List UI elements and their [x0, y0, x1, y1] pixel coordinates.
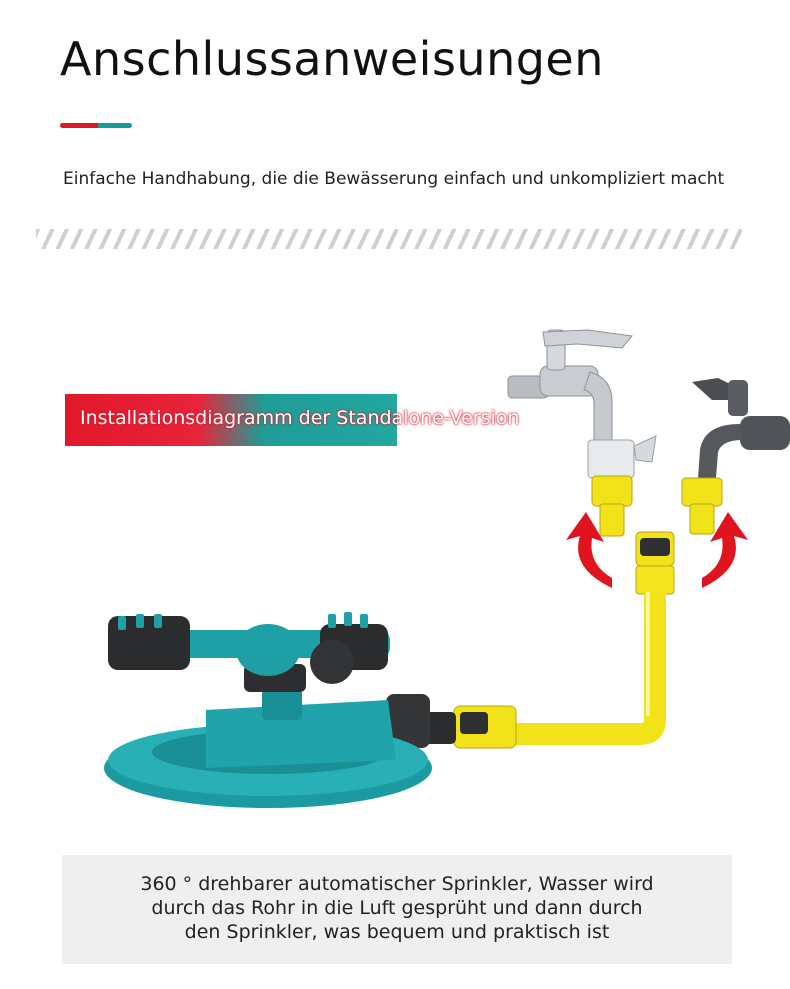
black-faucet-icon	[682, 378, 790, 534]
hose-connector-icon	[636, 532, 674, 594]
hose-connector-icon	[386, 694, 516, 748]
decorative-stripe-divider	[36, 229, 742, 249]
version-banner-label: Installationsdiagramm der Standalone-Version	[80, 407, 520, 429]
accent-red-segment	[60, 123, 98, 128]
title-accent-bar	[60, 123, 132, 128]
accent-teal-segment	[98, 123, 132, 128]
caption-line: den Sprinkler, was bequem und praktisch ist	[184, 921, 610, 943]
caption-line: durch das Rohr in die Luft gesprüht und dann durch	[151, 897, 643, 919]
page-title: Anschlussanweisungen	[60, 32, 604, 86]
sprinkler-icon	[104, 612, 432, 808]
caption-text	[62, 872, 732, 944]
installation-illustration	[0, 300, 790, 840]
page-subtitle: Einfache Handhabung, die die Bewässerung einfach und unkompliziert macht	[63, 169, 725, 189]
chrome-faucet-icon	[508, 330, 656, 536]
caption-line: 360 ° drehbarer automatischer Sprinkler, Wasser wird	[140, 873, 654, 895]
